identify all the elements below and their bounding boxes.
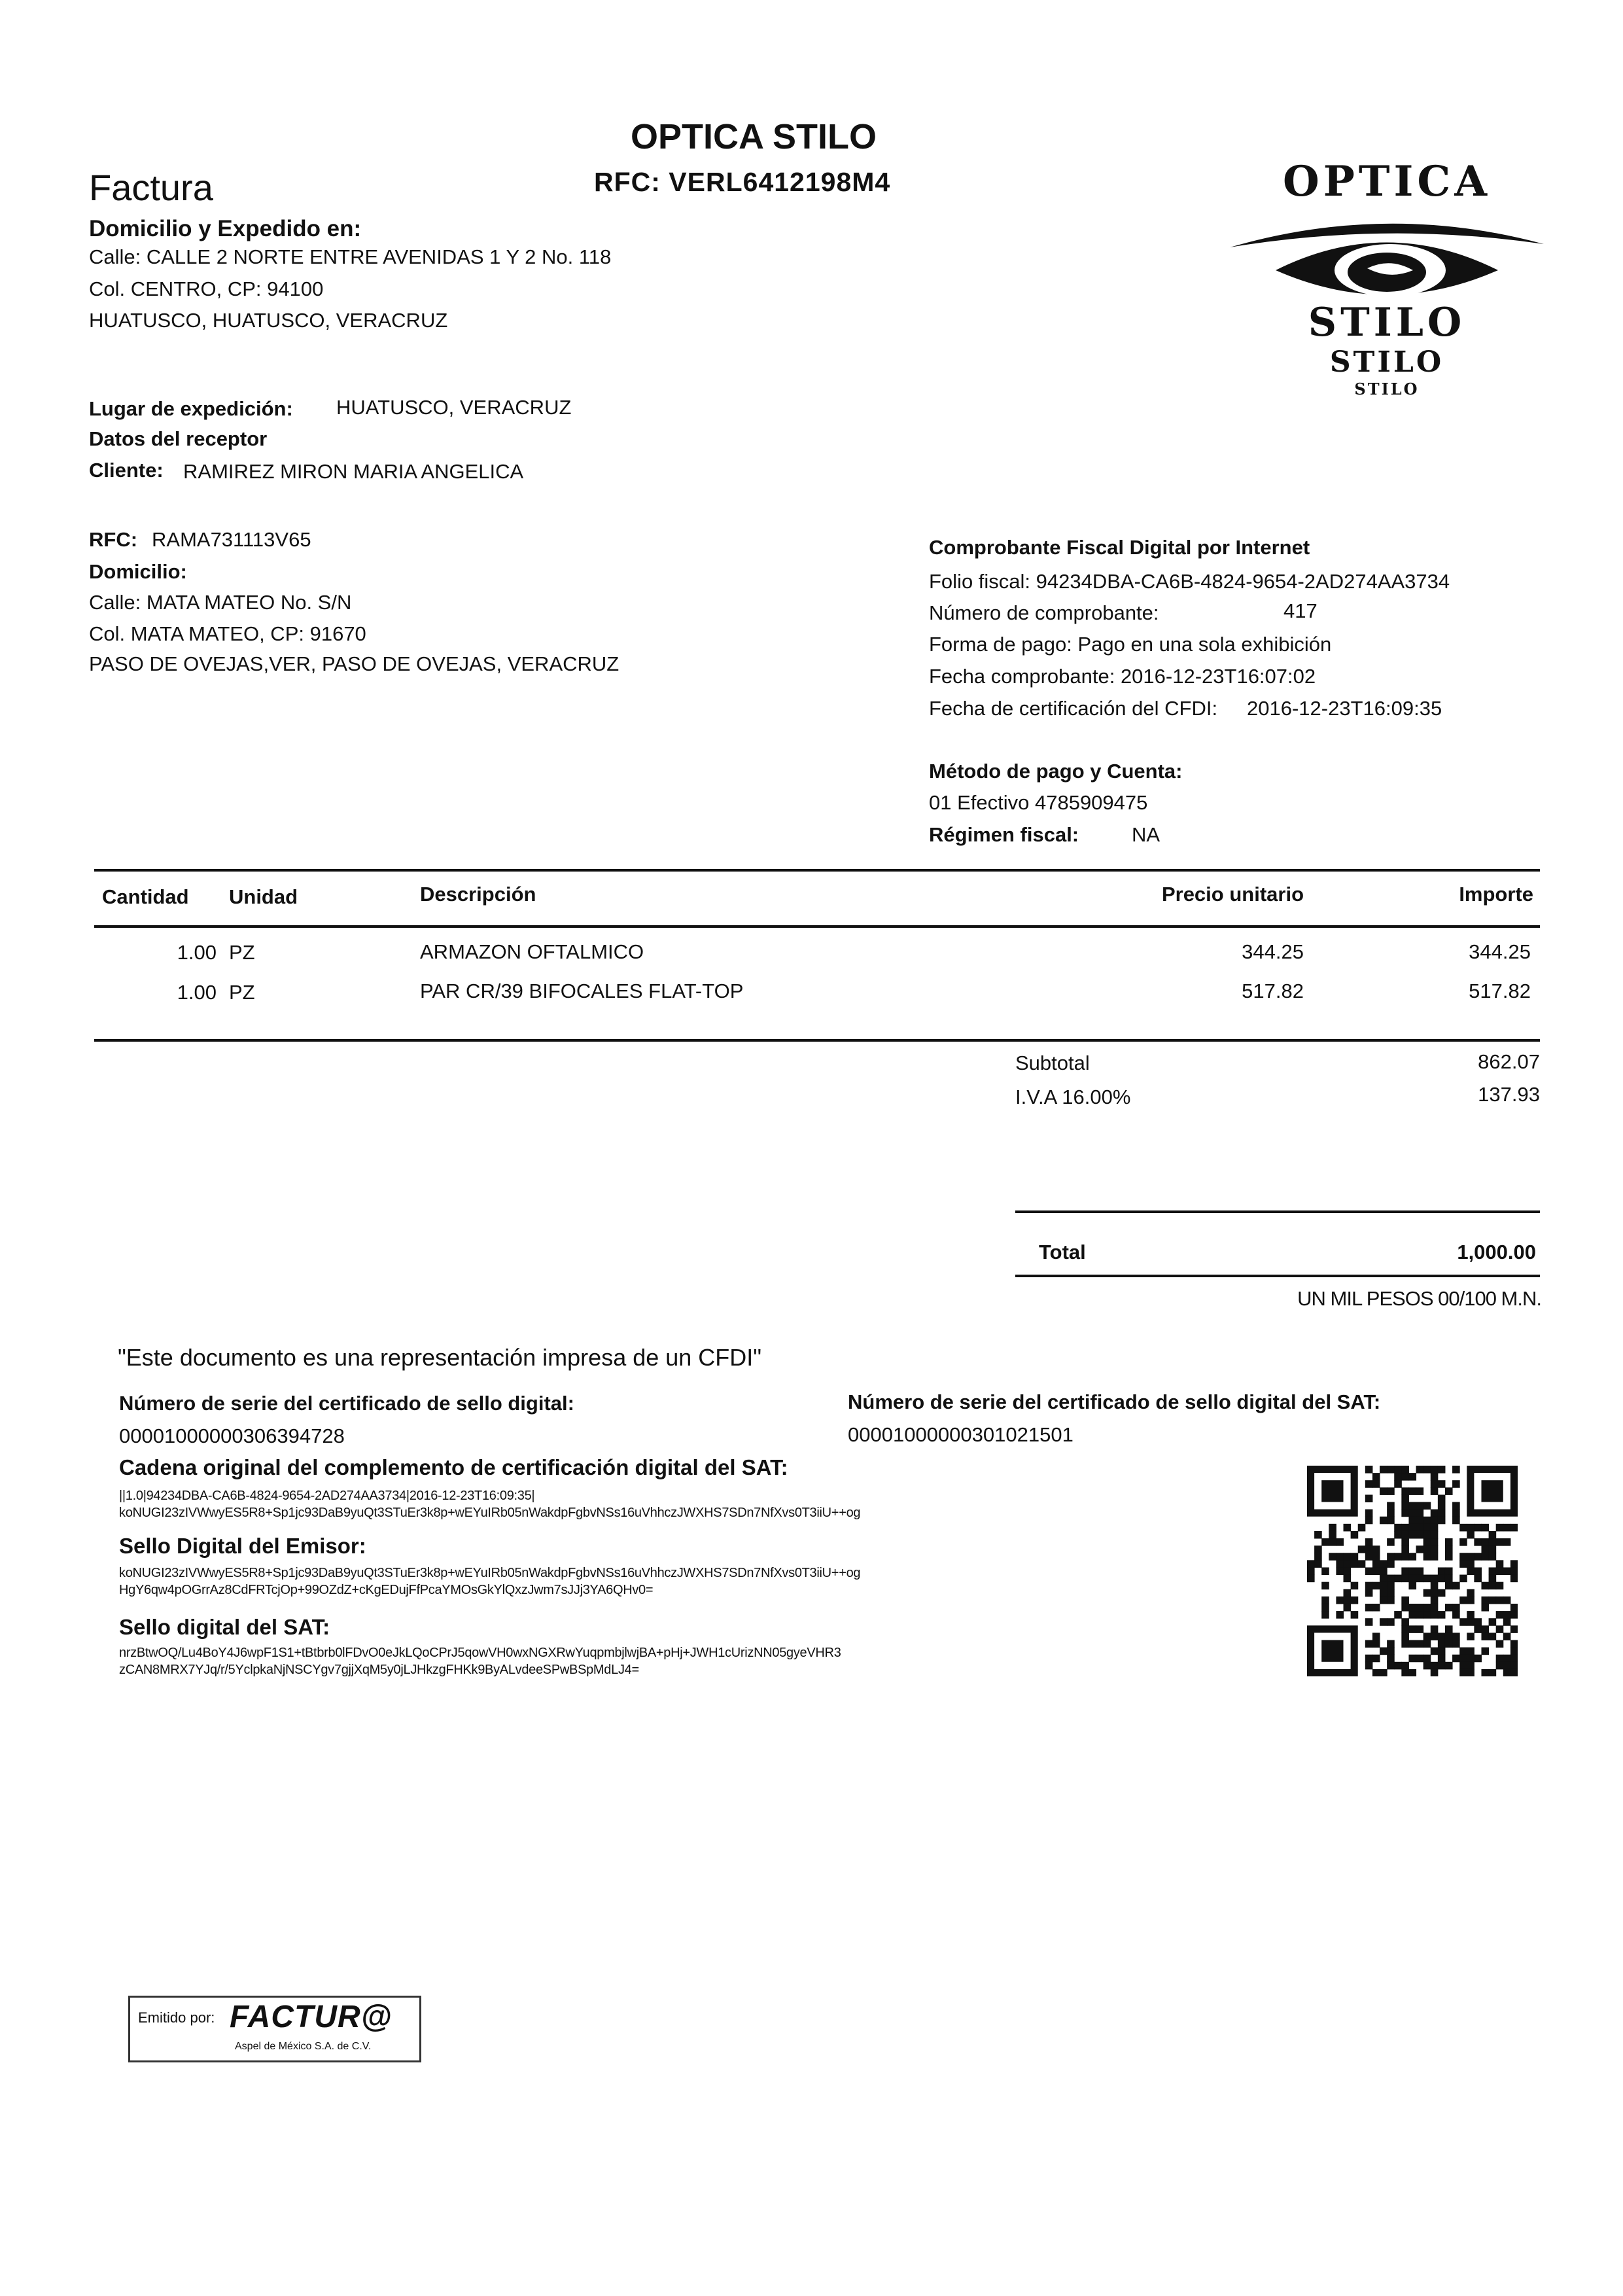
emitted-by-badge <box>128 1996 421 2062</box>
sat-cert-serial-value: 00001000000301021501 <box>848 1423 1073 1446</box>
row-description: ARMAZON OFTALMICO <box>420 940 644 963</box>
total-in-words: UN MIL PESOS 00/100 M.N. <box>1297 1287 1541 1310</box>
cfdi-cert-date-value: 2016-12-23T16:09:35 <box>1247 697 1442 720</box>
receiver-address-line3: PASO DE OVEJAS,VER, PASO DE OVEJAS, VERACRUZ <box>89 652 620 675</box>
issuer-heading: Domicilio y Expedido en: <box>89 216 362 241</box>
client-value: RAMIREZ MIRON MARIA ANGELICA <box>183 460 524 483</box>
regime-label: Régimen fiscal: <box>929 823 1079 846</box>
header-unit-price: Precio unitario <box>1161 883 1304 906</box>
client-label: Cliente: <box>89 459 164 482</box>
receiver-address-line1: Calle: MATA MATEO No. S/N <box>89 591 352 614</box>
header-qty: Cantidad <box>102 885 189 908</box>
cfdi-cert-date-label: Fecha de certificación del CFDI: <box>929 697 1218 720</box>
sat-seal-line2: zCAN8MRX7YJq/r/5YclpkaNjNSCYgv7gjjXqM5y0jLJHkzgFHKk9ByALvdeeSPwBSpMdLJ4= <box>119 1663 639 1677</box>
total-value: 1,000.00 <box>1457 1241 1536 1263</box>
emitter-company: Aspel de México S.A. de C.V. <box>235 2041 372 2052</box>
row-amount: 517.82 <box>1469 980 1531 1002</box>
row-unit: PZ <box>229 941 255 964</box>
emitted-by-label: Emitido por: <box>138 2009 215 2026</box>
logo-top-text: OPTICA <box>1282 157 1492 206</box>
issuer-address-line2: Col. CENTRO, CP: 94100 <box>89 277 324 300</box>
row-unit-price: 344.25 <box>1242 940 1304 963</box>
receiver-rfc-value: RAMA731113V65 <box>152 528 311 551</box>
row-qty: 1.00 <box>177 981 217 1004</box>
original-chain-line2: koNUGI23zIVWwyES5R8+Sp1jc93DaB9yuQt3STuEr3k8p+wEYuIRb05nWakdpFgbvNSs16uVhhczJWXHS7SDn7NfXvs0T3iiU++og <box>119 1506 861 1520</box>
cfdi-date: Fecha comprobante: 2016-12-23T16:07:02 <box>929 665 1316 688</box>
row-qty: 1.00 <box>177 941 217 964</box>
issuer-seal-line2: HgY6qw4pOGrrAz8CdFRTcjOp+99OZdZ+cKgEDujFfPcaYMOsGkYlQxzJwm7sJJj3YA6QHv0= <box>119 1583 654 1597</box>
row-amount: 344.25 <box>1469 940 1531 963</box>
iva-label: I.V.A 16.00% <box>1015 1086 1131 1108</box>
total-label: Total <box>1039 1241 1086 1263</box>
header-unit: Unidad <box>229 885 298 908</box>
iva-value: 137.93 <box>1478 1083 1540 1106</box>
cfdi-folio: Folio fiscal: 94234DBA-CA6B-4824-9654-2AD274AA3734 <box>929 570 1450 593</box>
company-rfc: RFC: VERL6412198M4 <box>594 167 891 197</box>
row-unit-price: 517.82 <box>1242 980 1304 1002</box>
cfdi-number-label: Número de comprobante: <box>929 601 1159 624</box>
place-label: Lugar de expedición: <box>89 397 293 420</box>
receiver-heading: Datos del receptor <box>89 427 268 450</box>
row-description: PAR CR/39 BIFOCALES FLAT-TOP <box>420 980 744 1002</box>
qr-code-icon <box>1307 1466 1518 1676</box>
receiver-rfc-label: RFC: <box>89 528 138 551</box>
facture-logo: FACTUR@ <box>230 2000 393 2034</box>
original-chain-label: Cadena original del complemento de certificación digital del SAT: <box>119 1455 788 1479</box>
table-bottom-rule <box>94 1039 1540 1042</box>
issuer-address-line3: HUATUSCO, HUATUSCO, VERACRUZ <box>89 309 448 332</box>
receiver-address-label: Domicilio: <box>89 560 187 583</box>
header-description: Descripción <box>420 883 536 906</box>
sat-seal-label: Sello digital del SAT: <box>119 1615 330 1639</box>
place-value: HUATUSCO, VERACRUZ <box>336 396 572 419</box>
cert-serial-label: Número de serie del certificado de sello digital: <box>119 1392 574 1415</box>
payment-method-heading: Método de pago y Cuenta: <box>929 760 1183 783</box>
original-chain-line1: ||1.0|94234DBA-CA6B-4824-9654-2AD274AA3734|2016-12-23T16:09:35| <box>119 1489 535 1503</box>
cfdi-number-value: 417 <box>1283 599 1318 622</box>
logo-small-text-2: STILO <box>1354 380 1420 398</box>
subtotal-value: 862.07 <box>1478 1050 1540 1073</box>
issuer-seal-label: Sello Digital del Emisor: <box>119 1534 366 1558</box>
sat-seal-line1: nrzBtwOQ/Lu4BoY4J6wpF1S1+tBtbrb0lFDvO0eJkLQoCPrJ5qowVH0wxNGXRwYuqpmbjlwjBA+pHj+JWH1cUrizNN05gyeVHR3 <box>119 1646 841 1660</box>
total-top-rule <box>1015 1210 1540 1213</box>
cfdi-payment-form: Forma de pago: Pago en una sola exhibición <box>929 633 1332 656</box>
document-type: Factura <box>89 167 213 208</box>
table-top-rule <box>94 869 1540 872</box>
company-name: OPTICA STILO <box>631 117 877 156</box>
issuer-seal-line1: koNUGI23zIVWwyES5R8+Sp1jc93DaB9yuQt3STuEr3k8p+wEYuIRb05nWakdpFgbvNSs16uVhhczJWXHS7SDn7NfXvs0T3iiU++og <box>119 1566 861 1580</box>
cert-serial-value: 00001000000306394728 <box>119 1424 345 1447</box>
issuer-address-line1: Calle: CALLE 2 NORTE ENTRE AVENIDAS 1 Y 2 No. 118 <box>89 245 612 268</box>
cfdi-note: "Este documento es una representación impresa de un CFDI" <box>118 1344 762 1371</box>
header-amount: Importe <box>1459 883 1533 906</box>
subtotal-label: Subtotal <box>1015 1051 1090 1074</box>
logo-small-text-1: STILO <box>1329 345 1444 379</box>
sat-cert-serial-label: Número de serie del certificado de sello digital del SAT: <box>848 1390 1381 1413</box>
total-bottom-rule <box>1015 1275 1540 1277</box>
receiver-address-line2: Col. MATA MATEO, CP: 91670 <box>89 622 366 645</box>
table-header-rule <box>94 925 1540 928</box>
row-unit: PZ <box>229 981 255 1004</box>
regime-value: NA <box>1132 823 1161 846</box>
logo-mid-text: STILO <box>1308 300 1466 345</box>
cfdi-heading: Comprobante Fiscal Digital por Internet <box>929 536 1310 559</box>
optica-stilo-logo <box>1217 157 1557 406</box>
payment-method-value: 01 Efectivo 4785909475 <box>929 791 1148 814</box>
